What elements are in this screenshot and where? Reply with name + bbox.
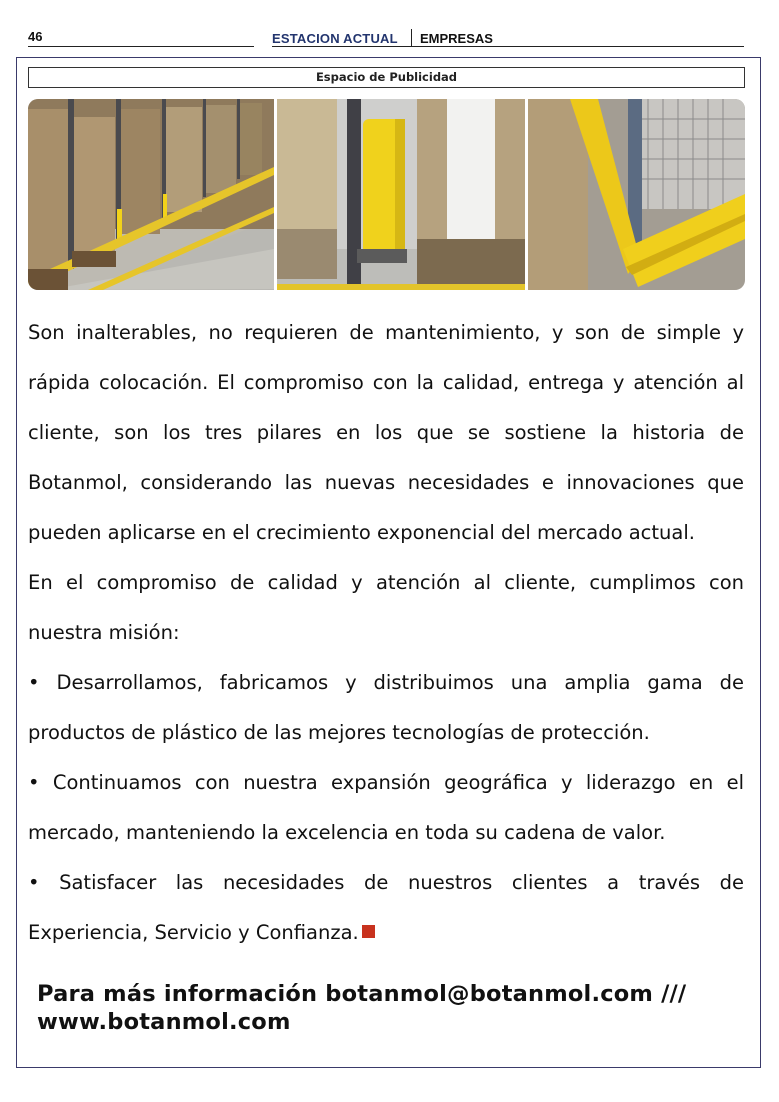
photo-strip xyxy=(28,99,745,290)
section-title: ESTACION ACTUAL xyxy=(272,31,398,46)
header-separator xyxy=(411,29,412,46)
body-bullet-3: • Satisfacer las necesidades de nuestros clientes a través de Experiencia, Servicio y Confianza. xyxy=(28,871,744,944)
warehouse-aisle-photo xyxy=(28,99,274,290)
header-rule-right xyxy=(272,46,744,47)
page-header xyxy=(0,0,779,60)
category-title: EMPRESAS xyxy=(420,31,493,46)
contact-info xyxy=(37,980,749,1036)
page-number: 46 xyxy=(28,29,43,44)
contact-line-1[interactable]: Para más información botanmol@botanmol.com /// xyxy=(37,981,687,1007)
body-bullet-3-wrap xyxy=(28,858,744,958)
end-mark-icon xyxy=(362,925,375,938)
contact-line-2[interactable]: www.botanmol.com xyxy=(37,1009,291,1035)
body-bullet-1: • Desarrollamos, fabricamos y distribuimos una amplia gama de productos de plástico de las mejores tecnologías de protección. xyxy=(28,671,744,744)
corner-guard-photo xyxy=(528,99,745,290)
body-paragraph-1: Son inalterables, no requieren de mantenimiento, y son de simple y rápida colocación. El compromiso con la calidad, entrega y atención al cliente, son los tres pilares en los que se sostiene la historia de Botanmol, considerando las nuevas necesidades e innovaciones que pueden aplicarse en el crecimiento exponencial del mercado actual. xyxy=(28,321,744,544)
article-body xyxy=(28,308,744,958)
ad-space-label: Espacio de Publicidad xyxy=(28,67,745,88)
header-rule-left xyxy=(28,46,254,47)
body-paragraph-2: En el compromiso de calidad y atención al cliente, cumplimos con nuestra misión: xyxy=(28,571,744,644)
body-bullet-2: • Continuamos con nuestra expansión geográfica y liderazgo en el mercado, manteniendo la excelencia en toda su cadena de valor. xyxy=(28,771,744,844)
column-protector-photo xyxy=(277,99,525,290)
